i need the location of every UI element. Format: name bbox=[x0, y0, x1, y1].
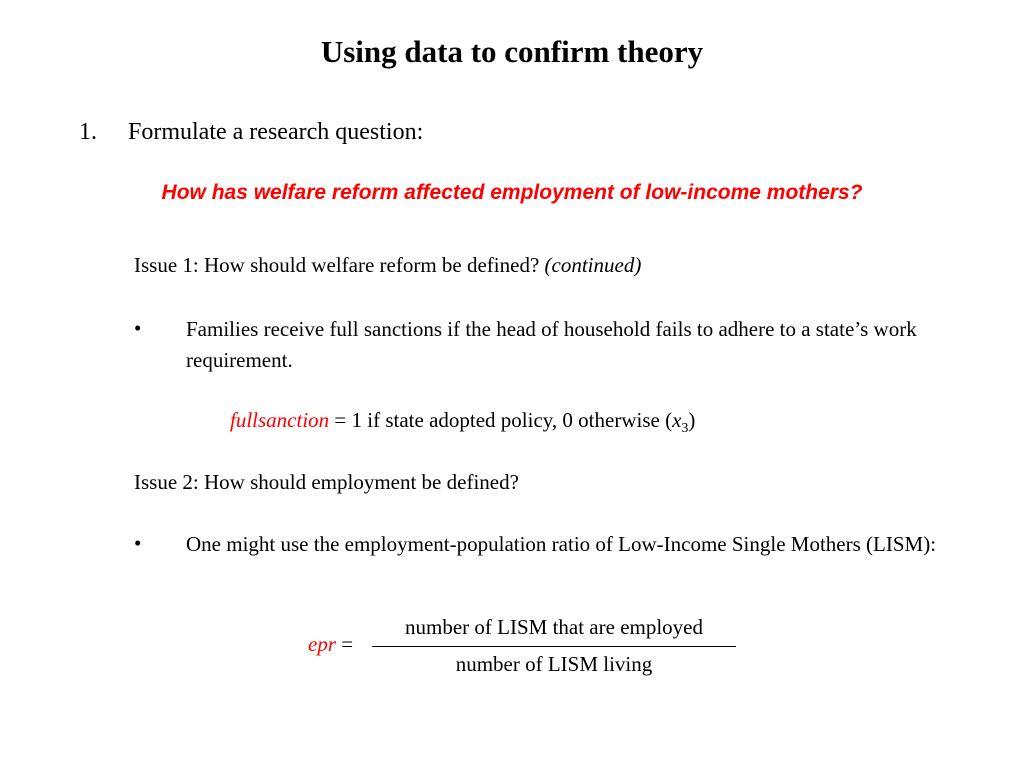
issue-2-heading: Issue 2: How should employment be defined? bbox=[134, 470, 519, 494]
closing-paren: ) bbox=[688, 408, 696, 432]
issue-1-note: (continued) bbox=[544, 253, 642, 277]
fraction-numerator: number of LISM that are employed bbox=[405, 615, 703, 639]
issue-1-heading bbox=[134, 253, 641, 278]
step-number: 1. bbox=[79, 119, 97, 145]
research-question: How has welfare reform affected employment of low-income mothers? bbox=[161, 181, 863, 204]
step-heading: Formulate a research question: bbox=[128, 119, 424, 145]
fraction-bar bbox=[372, 646, 736, 647]
x-variable: x bbox=[672, 408, 682, 432]
slide-title: Using data to confirm theory bbox=[320, 34, 704, 69]
fraction-denominator: number of LISM living bbox=[455, 652, 653, 676]
issue-1-text: Issue 1: How should welfare reform be defined? bbox=[134, 253, 540, 277]
fullsanction-definition: = 1 if state adopted policy, 0 otherwise ( bbox=[334, 408, 673, 432]
x-subscript: 3 bbox=[681, 421, 689, 437]
epr-lhs bbox=[308, 632, 353, 657]
fullsanction-variable: fullsanction bbox=[230, 408, 330, 432]
bullet-icon: • bbox=[134, 316, 142, 340]
bullet-text-epr: One might use the employment-population ratio of Low-Income Single Mothers (LISM): bbox=[186, 532, 937, 556]
bullet-text-sanctions: Families receive full sanctions if the head of household fails to adhere to a state’s work requirement. bbox=[186, 317, 917, 372]
epr-variable: epr bbox=[308, 632, 336, 656]
bullet-icon: • bbox=[134, 531, 142, 555]
fullsanction-equation bbox=[230, 408, 695, 437]
epr-equals: = bbox=[336, 632, 354, 656]
